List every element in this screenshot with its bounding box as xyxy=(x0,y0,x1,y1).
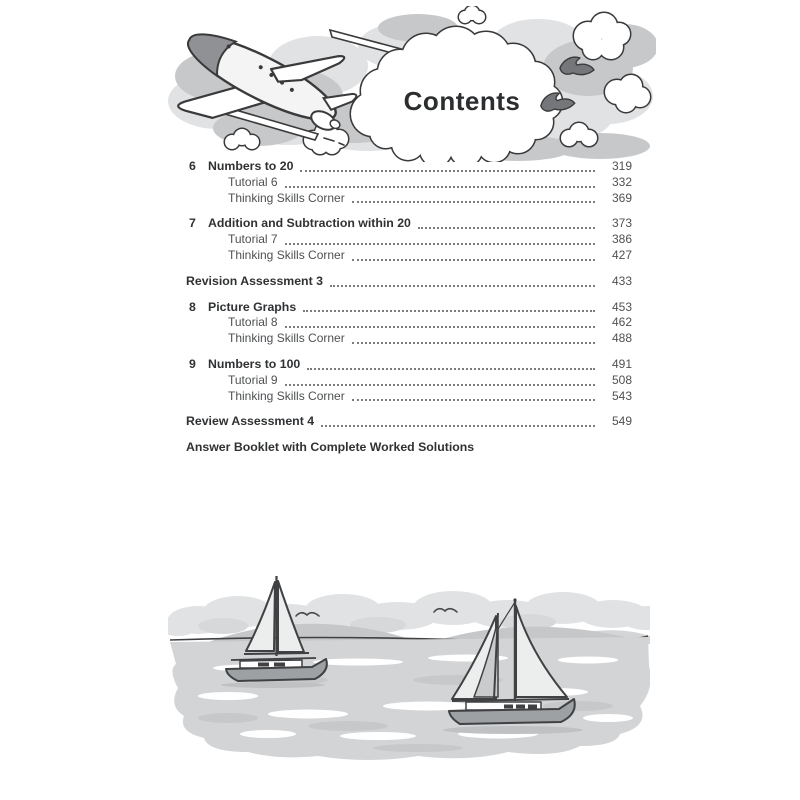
toc-group xyxy=(186,274,632,290)
boat-shadow xyxy=(221,682,325,688)
footer-illustration xyxy=(168,568,650,768)
toc-entry xyxy=(186,440,632,456)
entry-page-number: 543 xyxy=(611,388,632,403)
airplane-clouds-art xyxy=(168,6,656,162)
toc-group xyxy=(186,440,632,456)
toc-subentry xyxy=(186,248,632,264)
entry-title: Thinking Skills Corner xyxy=(228,388,345,403)
toc-subentry xyxy=(186,232,632,248)
entry-title: Thinking Skills Corner xyxy=(228,247,345,262)
dot-leader xyxy=(345,248,600,264)
entry-title: Addition and Subtraction within 20 xyxy=(208,216,411,231)
boat-shadow xyxy=(443,726,583,734)
entry-page-number: 373 xyxy=(611,216,632,231)
dot-leader xyxy=(278,373,600,389)
entry-title: Answer Booklet with Complete Worked Solutions xyxy=(186,440,475,455)
toc-entry xyxy=(186,357,632,373)
entry-title: Picture Graphs xyxy=(208,299,297,314)
dot-leader xyxy=(293,159,600,175)
sailboats-art xyxy=(168,568,650,768)
toc-subentry xyxy=(186,331,632,347)
chapter-number: 9 xyxy=(189,356,196,371)
dot-leader xyxy=(278,175,600,191)
entry-page-number: 462 xyxy=(611,315,632,330)
dot-leader xyxy=(278,315,600,331)
entry-title: Tutorial 8 xyxy=(228,315,278,330)
dot-leader xyxy=(323,274,600,290)
entry-title: Numbers to 20 xyxy=(208,159,294,173)
dot-leader xyxy=(296,300,600,316)
entry-page-number: 319 xyxy=(611,159,632,173)
toc-group xyxy=(186,300,632,347)
entry-title: Revision Assessment 3 xyxy=(186,273,323,288)
dot-leader xyxy=(300,357,600,373)
toc-group xyxy=(186,357,632,404)
toc-group xyxy=(186,216,632,263)
entry-page-number: 369 xyxy=(611,190,632,205)
entry-title: Tutorial 6 xyxy=(228,174,278,189)
toc-subentry xyxy=(186,315,632,331)
toc-group xyxy=(186,159,632,206)
entry-page-number: 549 xyxy=(611,414,632,429)
toc xyxy=(186,159,632,466)
dot-leader xyxy=(411,216,600,232)
entry-title: Thinking Skills Corner xyxy=(228,331,345,346)
entry-page-number: 332 xyxy=(611,174,632,189)
entry-title: Tutorial 7 xyxy=(228,232,278,247)
entry-page-number: 433 xyxy=(611,273,632,288)
entry-title: Numbers to 100 xyxy=(208,356,301,371)
toc-group xyxy=(186,414,632,430)
chapter-number: 8 xyxy=(189,299,196,314)
entry-title: Review Assessment 4 xyxy=(186,414,315,429)
dot-leader xyxy=(345,191,600,207)
dot-leader xyxy=(345,331,600,347)
toc-entry xyxy=(186,216,632,232)
dot-leader xyxy=(314,414,600,430)
entry-page-number: 491 xyxy=(611,356,632,371)
entry-page-number: 386 xyxy=(611,232,632,247)
entry-page-number: 488 xyxy=(611,331,632,346)
toc-entry xyxy=(186,274,632,290)
entry-page-number: 427 xyxy=(611,247,632,262)
page-title: Contents xyxy=(403,86,521,116)
dot-leader xyxy=(278,232,600,248)
chapter-number: 7 xyxy=(189,216,196,231)
toc-entry xyxy=(186,300,632,316)
toc-subentry xyxy=(186,191,632,207)
toc-subentry xyxy=(186,389,632,405)
toc-entry xyxy=(186,414,632,430)
entry-title: Tutorial 9 xyxy=(228,372,278,387)
dot-leader xyxy=(345,389,600,405)
entry-page-number: 508 xyxy=(611,372,632,387)
toc-subentry xyxy=(186,373,632,389)
entry-title: Thinking Skills Corner xyxy=(228,190,345,205)
chapter-number: 6 xyxy=(189,159,196,173)
toc-entry xyxy=(186,159,632,175)
toc-subentry xyxy=(186,175,632,191)
entry-page-number: 453 xyxy=(611,299,632,314)
header-illustration xyxy=(168,6,656,162)
